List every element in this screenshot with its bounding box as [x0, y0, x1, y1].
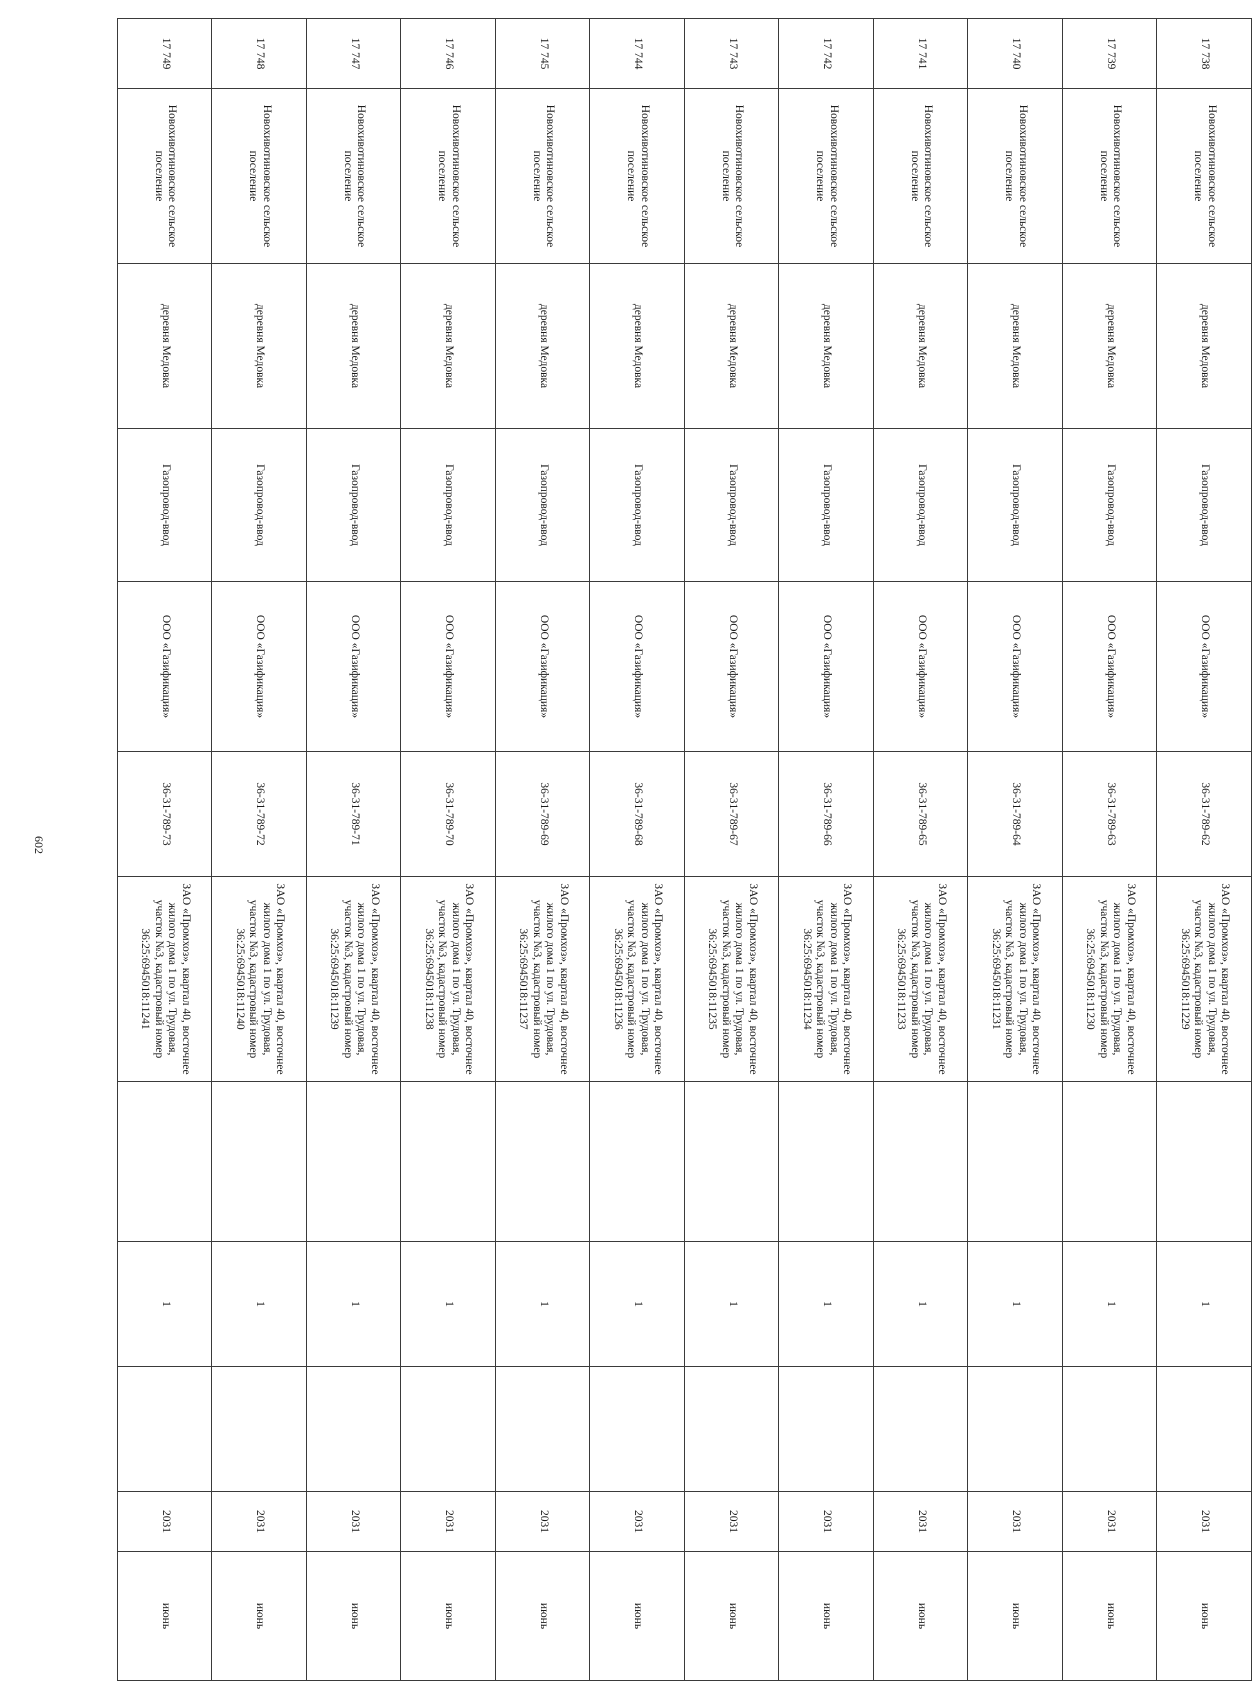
- year-cell: 2031: [1063, 1492, 1158, 1552]
- registry-table: [117, 18, 1252, 1681]
- address-cell: ЗАО «Промхоз», квартал 40, восточнее жилого дома 1 по ул. Трудовая, участок №3, кадастровый номер 36:25:6945018:11230: [1063, 877, 1158, 1082]
- table-row: [590, 19, 685, 1681]
- table-row: [874, 19, 969, 1681]
- settlement-cell: Новохивотиновское сельское поселение: [118, 89, 213, 264]
- table-row: [118, 19, 213, 1681]
- empty-cell: [118, 1082, 213, 1242]
- month-cell: июнь: [968, 1552, 1063, 1681]
- empty-cell: [968, 1367, 1063, 1492]
- owner-cell: ООО «Газификация»: [874, 582, 969, 752]
- year-cell: 2031: [307, 1492, 402, 1552]
- locality-cell: деревня Медовка: [118, 264, 213, 429]
- empty-cell: [307, 1082, 402, 1242]
- year-cell: 2031: [874, 1492, 969, 1552]
- locality-cell: деревня Медовка: [685, 264, 780, 429]
- settlement-cell: Новохивотиновское сельское поселение: [590, 89, 685, 264]
- empty-cell: [212, 1367, 307, 1492]
- month-cell: июнь: [779, 1552, 874, 1681]
- address-cell: ЗАО «Промхоз», квартал 40, восточнее жилого дома 1 по ул. Трудовая, участок №3, кадастровый номер 36:25:6945018:11231: [968, 877, 1063, 1082]
- table-row: [1063, 19, 1158, 1681]
- empty-cell: [1157, 1082, 1252, 1242]
- row-id: 17 749: [118, 19, 213, 89]
- object-number-cell: 36-31-789-64: [968, 752, 1063, 877]
- table-row: [401, 19, 496, 1681]
- object-type-cell: Газопровод-ввод: [874, 429, 969, 582]
- year-cell: 2031: [118, 1492, 213, 1552]
- empty-cell: [212, 1082, 307, 1242]
- table-row: [968, 19, 1063, 1681]
- year-cell: 2031: [401, 1492, 496, 1552]
- row-id: 17 744: [590, 19, 685, 89]
- empty-cell: [685, 1367, 780, 1492]
- quantity-cell: 1: [401, 1242, 496, 1367]
- address-cell: ЗАО «Промхоз», квартал 40, восточнее жилого дома 1 по ул. Трудовая, участок №3, кадастровый номер 36:25:6945018:11237: [496, 877, 591, 1082]
- settlement-cell: Новохивотиновское сельское поселение: [496, 89, 591, 264]
- quantity-cell: 1: [590, 1242, 685, 1367]
- address-cell: ЗАО «Промхоз», квартал 40, восточнее жилого дома 1 по ул. Трудовая, участок №3, кадастровый номер 36:25:6945018:11236: [590, 877, 685, 1082]
- month-cell: июнь: [874, 1552, 969, 1681]
- settlement-cell: Новохивотиновское сельское поселение: [401, 89, 496, 264]
- owner-cell: ООО «Газификация»: [590, 582, 685, 752]
- object-type-cell: Газопровод-ввод: [1063, 429, 1158, 582]
- empty-cell: [307, 1367, 402, 1492]
- quantity-cell: 1: [496, 1242, 591, 1367]
- quantity-cell: 1: [118, 1242, 213, 1367]
- empty-cell: [496, 1082, 591, 1242]
- locality-cell: деревня Медовка: [590, 264, 685, 429]
- address-cell: ЗАО «Промхоз», квартал 40, восточнее жилого дома 1 по ул. Трудовая, участок №3, кадастровый номер 36:25:6945018:11229: [1157, 877, 1252, 1082]
- object-type-cell: Газопровод-ввод: [1157, 429, 1252, 582]
- quantity-cell: 1: [779, 1242, 874, 1367]
- object-type-cell: Газопровод-ввод: [779, 429, 874, 582]
- locality-cell: деревня Медовка: [874, 264, 969, 429]
- object-type-cell: Газопровод-ввод: [307, 429, 402, 582]
- row-id: 17 748: [212, 19, 307, 89]
- empty-cell: [874, 1082, 969, 1242]
- month-cell: июнь: [590, 1552, 685, 1681]
- table-row: [779, 19, 874, 1681]
- object-number-cell: 36-31-789-71: [307, 752, 402, 877]
- object-type-cell: Газопровод-ввод: [212, 429, 307, 582]
- month-cell: июнь: [496, 1552, 591, 1681]
- locality-cell: деревня Медовка: [307, 264, 402, 429]
- owner-cell: ООО «Газификация»: [401, 582, 496, 752]
- empty-cell: [401, 1082, 496, 1242]
- year-cell: 2031: [496, 1492, 591, 1552]
- object-number-cell: 36-31-789-73: [118, 752, 213, 877]
- empty-cell: [1063, 1082, 1158, 1242]
- object-type-cell: Газопровод-ввод: [118, 429, 213, 582]
- table-row: [307, 19, 402, 1681]
- object-type-cell: Газопровод-ввод: [968, 429, 1063, 582]
- object-number-cell: 36-31-789-68: [590, 752, 685, 877]
- month-cell: июнь: [1157, 1552, 1252, 1681]
- month-cell: июнь: [212, 1552, 307, 1681]
- object-number-cell: 36-31-789-65: [874, 752, 969, 877]
- locality-cell: деревня Медовка: [1063, 264, 1158, 429]
- month-cell: июнь: [1063, 1552, 1158, 1681]
- row-id: 17 738: [1157, 19, 1252, 89]
- owner-cell: ООО «Газификация»: [968, 582, 1063, 752]
- month-cell: июнь: [307, 1552, 402, 1681]
- year-cell: 2031: [968, 1492, 1063, 1552]
- empty-cell: [1063, 1367, 1158, 1492]
- settlement-cell: Новохивотиновское сельское поселение: [1157, 89, 1252, 264]
- rotated-table-canvas: [117, 18, 1252, 1680]
- object-number-cell: 36-31-789-67: [685, 752, 780, 877]
- locality-cell: деревня Медовка: [212, 264, 307, 429]
- row-id: 17 740: [968, 19, 1063, 89]
- month-cell: июнь: [118, 1552, 213, 1681]
- empty-cell: [118, 1367, 213, 1492]
- object-type-cell: Газопровод-ввод: [685, 429, 780, 582]
- address-cell: ЗАО «Промхоз», квартал 40, восточнее жилого дома 1 по ул. Трудовая, участок №3, кадастровый номер 36:25:6945018:11233: [874, 877, 969, 1082]
- page-number: 602: [32, 836, 46, 854]
- empty-cell: [968, 1082, 1063, 1242]
- empty-cell: [496, 1367, 591, 1492]
- empty-cell: [1157, 1367, 1252, 1492]
- quantity-cell: 1: [685, 1242, 780, 1367]
- quantity-cell: 1: [212, 1242, 307, 1367]
- object-number-cell: 36-31-789-63: [1063, 752, 1158, 877]
- settlement-cell: Новохивотиновское сельское поселение: [212, 89, 307, 264]
- settlement-cell: Новохивотиновское сельское поселение: [1063, 89, 1158, 264]
- table-row: [496, 19, 591, 1681]
- locality-cell: деревня Медовка: [496, 264, 591, 429]
- row-id: 17 742: [779, 19, 874, 89]
- year-cell: 2031: [779, 1492, 874, 1552]
- owner-cell: ООО «Газификация»: [779, 582, 874, 752]
- table-row: [1157, 19, 1252, 1681]
- settlement-cell: Новохивотиновское сельское поселение: [779, 89, 874, 264]
- row-id: 17 746: [401, 19, 496, 89]
- row-id: 17 743: [685, 19, 780, 89]
- year-cell: 2031: [212, 1492, 307, 1552]
- quantity-cell: 1: [1157, 1242, 1252, 1367]
- object-number-cell: 36-31-789-70: [401, 752, 496, 877]
- address-cell: ЗАО «Промхоз», квартал 40, восточнее жилого дома 1 по ул. Трудовая, участок №3, кадастровый номер 36:25:6945018:11240: [212, 877, 307, 1082]
- table-row: [212, 19, 307, 1681]
- year-cell: 2031: [1157, 1492, 1252, 1552]
- quantity-cell: 1: [307, 1242, 402, 1367]
- row-id: 17 739: [1063, 19, 1158, 89]
- row-id: 17 747: [307, 19, 402, 89]
- row-id: 17 741: [874, 19, 969, 89]
- address-cell: ЗАО «Промхоз», квартал 40, восточнее жилого дома 1 по ул. Трудовая, участок №3, кадастровый номер 36:25:6945018:11235: [685, 877, 780, 1082]
- month-cell: июнь: [401, 1552, 496, 1681]
- locality-cell: деревня Медовка: [401, 264, 496, 429]
- empty-cell: [401, 1367, 496, 1492]
- empty-cell: [779, 1082, 874, 1242]
- quantity-cell: 1: [1063, 1242, 1158, 1367]
- settlement-cell: Новохивотиновское сельское поселение: [685, 89, 780, 264]
- owner-cell: ООО «Газификация»: [307, 582, 402, 752]
- address-cell: ЗАО «Промхоз», квартал 40, восточнее жилого дома 1 по ул. Трудовая, участок №3, кадастровый номер 36:25:6945018:11239: [307, 877, 402, 1082]
- empty-cell: [685, 1082, 780, 1242]
- object-type-cell: Газопровод-ввод: [401, 429, 496, 582]
- year-cell: 2031: [590, 1492, 685, 1552]
- address-cell: ЗАО «Промхоз», квартал 40, восточнее жилого дома 1 по ул. Трудовая, участок №3, кадастровый номер 36:25:6945018:11238: [401, 877, 496, 1082]
- object-type-cell: Газопровод-ввод: [590, 429, 685, 582]
- address-cell: ЗАО «Промхоз», квартал 40, восточнее жилого дома 1 по ул. Трудовая, участок №3, кадастровый номер 36:25:6945018:11241: [118, 877, 213, 1082]
- row-id: 17 745: [496, 19, 591, 89]
- owner-cell: ООО «Газификация»: [1157, 582, 1252, 752]
- locality-cell: деревня Медовка: [968, 264, 1063, 429]
- empty-cell: [590, 1367, 685, 1492]
- owner-cell: ООО «Газификация»: [118, 582, 213, 752]
- locality-cell: деревня Медовка: [1157, 264, 1252, 429]
- empty-cell: [779, 1367, 874, 1492]
- object-number-cell: 36-31-789-72: [212, 752, 307, 877]
- object-type-cell: Газопровод-ввод: [496, 429, 591, 582]
- settlement-cell: Новохивотиновское сельское поселение: [307, 89, 402, 264]
- month-cell: июнь: [685, 1552, 780, 1681]
- object-number-cell: 36-31-789-69: [496, 752, 591, 877]
- settlement-cell: Новохивотиновское сельское поселение: [968, 89, 1063, 264]
- owner-cell: ООО «Газификация»: [496, 582, 591, 752]
- owner-cell: ООО «Газификация»: [212, 582, 307, 752]
- table-row: [685, 19, 780, 1681]
- owner-cell: ООО «Газификация»: [685, 582, 780, 752]
- quantity-cell: 1: [968, 1242, 1063, 1367]
- locality-cell: деревня Медовка: [779, 264, 874, 429]
- settlement-cell: Новохивотиновское сельское поселение: [874, 89, 969, 264]
- empty-cell: [874, 1367, 969, 1492]
- quantity-cell: 1: [874, 1242, 969, 1367]
- owner-cell: ООО «Газификация»: [1063, 582, 1158, 752]
- empty-cell: [590, 1082, 685, 1242]
- year-cell: 2031: [685, 1492, 780, 1552]
- object-number-cell: 36-31-789-66: [779, 752, 874, 877]
- object-number-cell: 36-31-789-62: [1157, 752, 1252, 877]
- address-cell: ЗАО «Промхоз», квартал 40, восточнее жилого дома 1 по ул. Трудовая, участок №3, кадастровый номер 36:25:6945018:11234: [779, 877, 874, 1082]
